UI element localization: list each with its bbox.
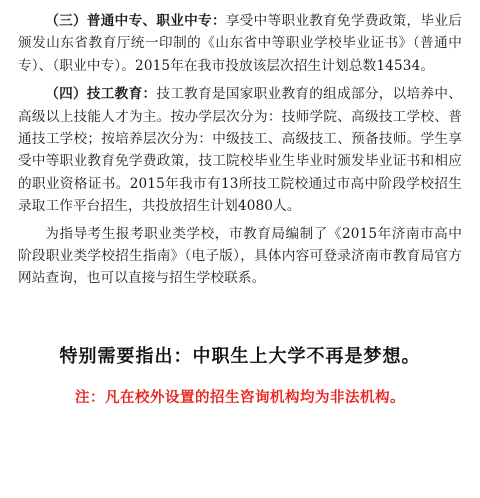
illegal-agency-notice: 注：凡在校外设置的招生咨询机构均为非法机构。 xyxy=(75,389,405,406)
section-body: 享受中等职业教育免学费政策，毕业后颁发山东省教育厅统一印制的《山东省中等职业学校毕业证书》（普通中专）、（职业中专）。2015年在我市投放该层次招生计划总数14534。 xyxy=(18,13,462,74)
section-body: 技工教育是国家职业教育的组成部分，以培养中、高级以上技能人才为主。按办学层次分为：技师学院、高级技工学校、普通技工学校；按培养层次分为：中级技工、高级技工、预备技师。学生享受中等职业教育免学费政策，技工院校毕业生毕业时颁发毕业证书和相应的职业资格证书。2015年我市有13所技工院校通过市高中阶段学校招生录取工作平台招生，共投放招生计划4080人。 xyxy=(18,86,462,215)
section-heading: （三）普通中专、职业中专： xyxy=(45,13,226,29)
section-technical-education xyxy=(18,83,462,217)
emphasis-statement: 特别需要指出：中职生上大学不再是梦想。 xyxy=(59,345,421,367)
section-heading: （四）技工教育： xyxy=(45,86,157,103)
guide-paragraph: 为指导考生报考职业类学校，市教育局编制了《2015年济南市高中阶段职业类学校招生指南》（电子版），具体内容可登录济南市教育局官方网站查询，也可以直接与招生学校联系。 xyxy=(18,225,462,287)
section-vocational-secondary xyxy=(18,10,462,77)
